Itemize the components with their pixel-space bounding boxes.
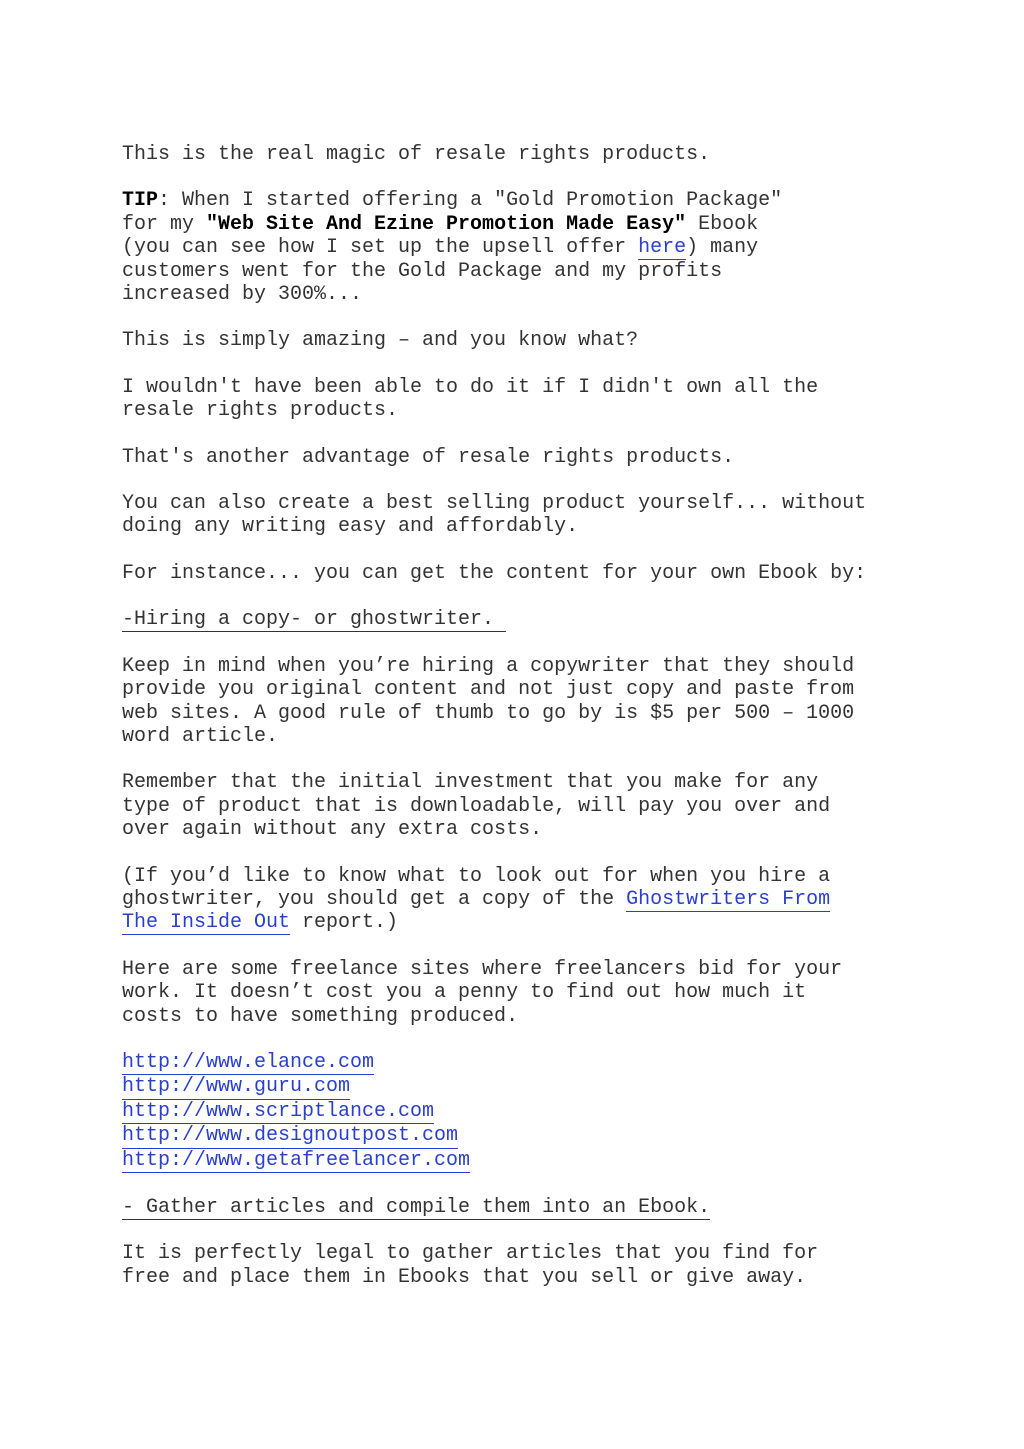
tip-line-2-post: Ebook — [686, 212, 759, 236]
remember-line-2: type of product that is downloadable, will pay you over and — [122, 794, 831, 818]
freelance-line-3: costs to have something produced. — [122, 1004, 519, 1028]
here-link[interactable]: here — [638, 236, 687, 260]
document-page — [122, 143, 902, 1312]
keep-line-3: web sites. A good rule of thumb to go by is $5 per 500 – 1000 — [122, 701, 855, 725]
ghost-line-3-post: report.) — [290, 911, 399, 935]
intro-text: This is the real magic of resale rights products. — [122, 143, 711, 166]
tip-label: TIP — [122, 189, 159, 213]
ghostwriters-report-link-cont[interactable]: The Inside Out — [122, 911, 291, 935]
freelance-links-list — [122, 1051, 902, 1173]
paragraph-tip — [122, 189, 902, 306]
paragraph-amazing — [122, 329, 902, 352]
paragraph-ghostwriter — [122, 865, 902, 935]
remember-line-1: Remember that the initial investment that you make for any — [122, 771, 819, 795]
create-line-1: You can also create a best selling product yourself... without — [122, 492, 867, 516]
paragraph-legal — [122, 1242, 902, 1289]
keep-line-2: provide you original content and not just copy and paste from — [122, 678, 855, 702]
link-guru[interactable]: http://www.guru.com — [122, 1075, 351, 1099]
link-designoutpost[interactable]: http://www.designoutpost.com — [122, 1124, 459, 1148]
legal-line-2: free and place them in Ebooks that you sell or give away. — [122, 1265, 807, 1289]
wouldnt-line-1: I wouldn't have been able to do it if I didn't own all the — [122, 375, 819, 399]
remember-line-3: over again without any extra costs. — [122, 818, 543, 842]
create-line-2: doing any writing easy and affordably. — [122, 515, 579, 539]
paragraph-advantage — [122, 446, 902, 469]
instance-text: For instance... you can get the content for your own Ebook by: — [122, 561, 867, 585]
tip-line-4: customers went for the Gold Package and my profits — [122, 259, 723, 283]
wouldnt-line-2: resale rights products. — [122, 399, 399, 423]
tip-line-3-pre: (you can see how I set up the upsell offer — [122, 236, 639, 260]
link-elance[interactable]: http://www.elance.com — [122, 1050, 375, 1074]
tip-line-2-pre: for my — [122, 212, 207, 236]
paragraph-wouldnt — [122, 376, 902, 423]
link-getafreelancer[interactable]: http://www.getafreelancer.com — [122, 1148, 471, 1172]
hiring-heading: -Hiring a copy- or ghostwriter. — [122, 608, 507, 632]
tip-line-3-post: ) many — [686, 236, 759, 260]
freelance-line-2: work. It doesn’t cost you a penny to find out how much it — [122, 981, 807, 1005]
freelance-line-1: Here are some freelance sites where freelancers bid for your — [122, 957, 843, 981]
tip-line-5: increased by 300%... — [122, 283, 363, 307]
keep-line-1: Keep in mind when you’re hiring a copywriter that they should — [122, 654, 855, 678]
ebook-title: "Web Site And Ezine Promotion Made Easy" — [206, 212, 687, 236]
gather-heading: - Gather articles and compile them into an Ebook. — [122, 1196, 711, 1219]
ghost-line-1: (If you’d like to know what to look out for when you hire a — [122, 864, 831, 888]
paragraph-freelance — [122, 958, 902, 1028]
legal-line-1: It is perfectly legal to gather articles that you find for — [122, 1242, 819, 1266]
tip-line-1: : When I started offering a "Gold Promotion Package" — [158, 189, 783, 213]
link-scriptlance[interactable]: http://www.scriptlance.com — [122, 1099, 435, 1123]
amazing-text: This is simply amazing – and you know what? — [122, 329, 639, 353]
advantage-text: That's another advantage of resale rights products. — [122, 445, 735, 469]
ghost-line-2-pre: ghostwriter, you should get a copy of the — [122, 887, 627, 911]
heading-gather — [122, 1196, 902, 1219]
paragraph-instance — [122, 562, 902, 585]
paragraph-remember — [122, 771, 902, 841]
paragraph-create — [122, 492, 902, 539]
paragraph-intro — [122, 143, 902, 166]
keep-line-4: word article. — [122, 724, 279, 748]
heading-hiring — [122, 608, 902, 631]
paragraph-keep-in-mind — [122, 655, 902, 749]
ghostwriters-report-link[interactable]: Ghostwriters From — [626, 887, 831, 911]
